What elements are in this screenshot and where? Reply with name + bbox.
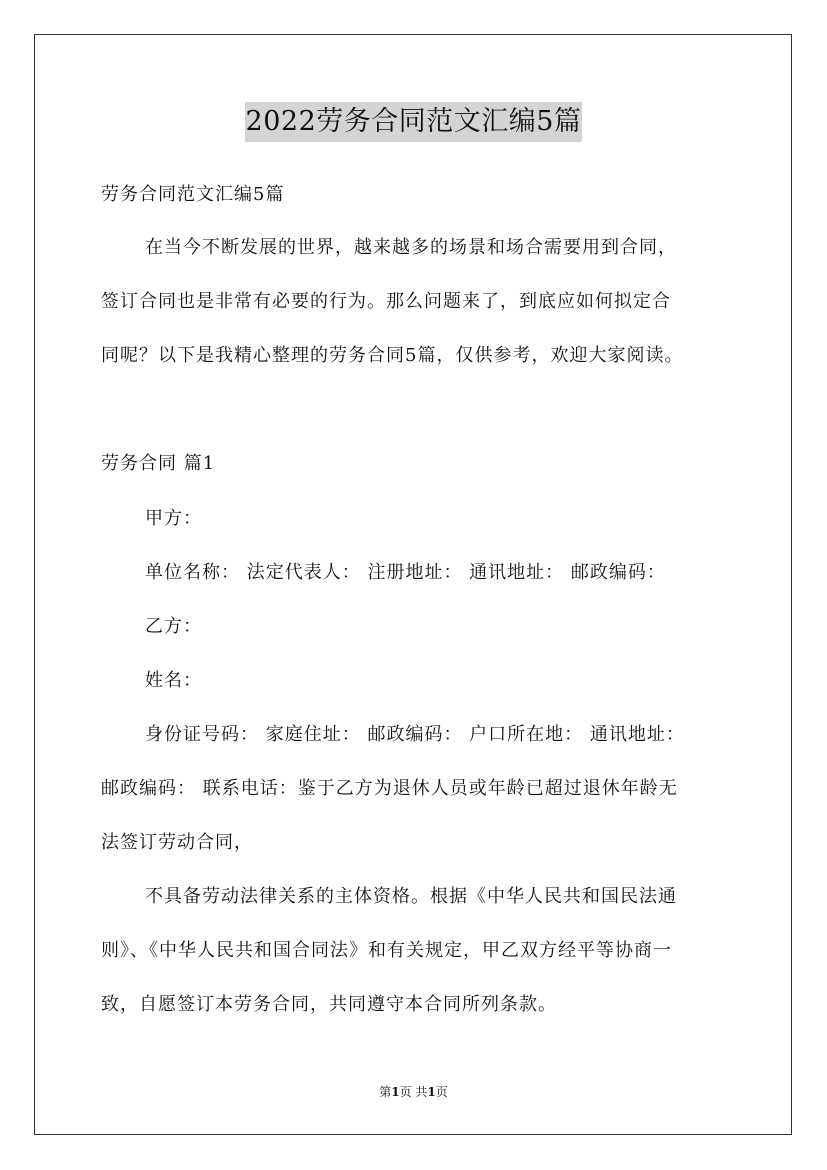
party-a-label: 甲方： [145, 508, 202, 529]
party-b-fields-line-3: 法签订劳动合同， [101, 832, 253, 853]
intro-line-2: 签订合同也是非常有必要的行为。那么问题来了，到底应如何拟定合 [101, 291, 671, 312]
basis-paragraph-line-3: 致，自愿签订本劳务合同，共同遵守本合同所列条款。 [101, 994, 557, 1015]
intro-line-3: 同呢？以下是我精心整理的劳务合同5篇，仅供参考，欢迎大家阅读。 [101, 345, 684, 366]
footer-page-current: 1 [391, 1085, 400, 1099]
page-footer [0, 1084, 827, 1100]
footer-page-suffix: 页 [435, 1085, 448, 1099]
intro-line-1: 在当今不断发展的世界，越来越多的场景和场合需要用到合同， [145, 237, 677, 258]
footer-page-total: 1 [427, 1085, 436, 1099]
party-b-label: 乙方： [145, 616, 202, 637]
basis-paragraph-line-1: 不具备劳动法律关系的主体资格。根据《中华人民共和国民法通 [145, 886, 677, 907]
name-label: 姓名： [145, 670, 202, 691]
party-b-fields-line-1: 身份证号码： 家庭住址： 邮政编码： 户口所在地： 通讯地址： [145, 724, 685, 745]
document-title: 2022劳务合同范文汇编5篇 [245, 102, 583, 142]
party-b-fields-line-2: 邮政编码： 联系电话：鉴于乙方为退休人员或年龄已超过退休年龄无 [101, 778, 678, 799]
basis-paragraph-line-2: 则》、《中华人民共和国合同法》和有关规定，甲乙双方经平等协商一 [101, 940, 672, 961]
section-heading: 劳务合同 篇1 [101, 453, 216, 474]
title-container [0, 102, 827, 142]
footer-page-prefix: 第 [379, 1085, 392, 1099]
footer-page-mid: 页 共 [399, 1085, 428, 1099]
document-subtitle: 劳务合同范文汇编5篇 [101, 184, 285, 205]
party-a-fields: 单位名称： 法定代表人： 注册地址： 通讯地址： 邮政编码： [145, 562, 666, 583]
